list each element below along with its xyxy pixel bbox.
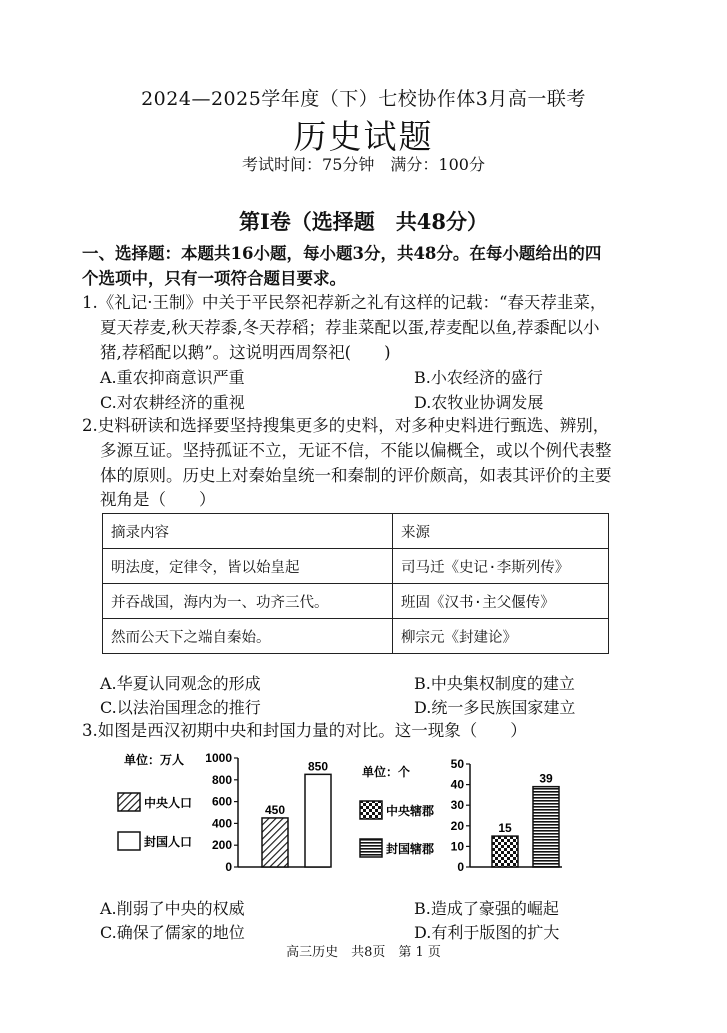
legend-swatch bbox=[118, 832, 140, 850]
y-tick-label: 50 bbox=[450, 757, 464, 771]
q2-stem-line4: 视角是（ ） bbox=[100, 490, 216, 510]
q2-stem-line3: 体的原则。历史上对秦始皇统一和秦制的评价颇高，如表其评价的主要 bbox=[100, 465, 612, 485]
y-tick-label: 200 bbox=[211, 838, 232, 853]
q1-option-a: A.重农抑商意识严重 bbox=[100, 368, 245, 387]
bar bbox=[533, 787, 559, 867]
y-tick-label: 40 bbox=[450, 777, 464, 792]
q3-stem: 3.如图是西汉初期中央和封国力量的对比。这一现象（ ） bbox=[82, 721, 527, 740]
q1-option-c: C.对农耕经济的重视 bbox=[100, 393, 245, 412]
q2-option-a: A.华夏认同观念的形成 bbox=[100, 674, 261, 693]
unit-label: 单位：万人 bbox=[124, 753, 185, 767]
q3-option-d: D.有利于版图的扩大 bbox=[414, 923, 560, 942]
q1-stem-line1: 1.《礼记·王制》中关于平民祭祀荐新之礼有这样的记载：“春天荐韭菜， bbox=[82, 293, 607, 312]
question-2 bbox=[82, 414, 652, 513]
legend-label: 中央人口 bbox=[144, 796, 193, 810]
legend-swatch bbox=[360, 839, 382, 857]
table-cell: 司马迁《史记·李斯列传》 bbox=[393, 549, 609, 584]
y-tick-label: 30 bbox=[450, 798, 464, 813]
q1-option-d: D.农牧业协调发展 bbox=[414, 393, 544, 412]
table-row bbox=[103, 619, 609, 654]
y-tick-label: 600 bbox=[211, 794, 232, 809]
chart-commanderies bbox=[360, 757, 562, 874]
unit-label: 单位：个 bbox=[362, 765, 411, 779]
y-tick-label: 1000 bbox=[205, 751, 232, 765]
instructions bbox=[82, 242, 652, 292]
q2-option-d: D.统一多民族国家建立 bbox=[414, 698, 576, 717]
bar-value-label: 850 bbox=[307, 759, 329, 774]
q3-option-a: A.削弱了中央的权威 bbox=[100, 899, 245, 918]
y-tick-label: 0 bbox=[457, 860, 464, 874]
table-header-cell: 来源 bbox=[393, 514, 609, 549]
table-cell: 柳宗元《封建论》 bbox=[393, 619, 609, 654]
instructions-line1: 一、选择题：本题共16小题，每小题3分，共48分。在每小题给出的四 bbox=[82, 244, 602, 263]
q1-option-b: B.小农经济的盛行 bbox=[414, 368, 543, 387]
table-cell: 班固《汉书·主父偃传》 bbox=[393, 584, 609, 619]
q3-option-b: B.造成了豪强的崛起 bbox=[414, 899, 559, 918]
y-tick-label: 0 bbox=[225, 860, 232, 874]
q1-stem-line2: 夏天荐麦,秋天荐黍,冬天荐稻；荐韭菜配以蛋,荐麦配以鱼,荐黍配以小 bbox=[100, 317, 600, 337]
y-tick-label: 10 bbox=[450, 839, 464, 854]
y-tick-label: 400 bbox=[211, 816, 232, 831]
chart-population bbox=[118, 751, 331, 874]
exam-title: 历史试题 bbox=[293, 117, 434, 156]
q2-option-b: B.中央集权制度的建立 bbox=[414, 674, 575, 693]
q2-option-c: C.以法治国理念的推行 bbox=[100, 698, 261, 717]
bar bbox=[262, 818, 288, 867]
bar bbox=[492, 836, 518, 867]
bar-value-label: 450 bbox=[264, 802, 286, 817]
table-header-row bbox=[103, 514, 609, 549]
bar bbox=[305, 774, 331, 867]
table-header-cell: 摘录内容 bbox=[103, 514, 393, 549]
legend-label: 封国人口 bbox=[144, 835, 193, 849]
legend-swatch bbox=[360, 801, 382, 819]
legend-label: 封国辖郡 bbox=[386, 842, 435, 856]
legend-swatch bbox=[118, 793, 140, 811]
q2-stem-line1: 2.史料研读和选择要坚持搜集更多的史料，对多种史料进行甄选、辨别， bbox=[82, 416, 610, 435]
y-tick-label: 20 bbox=[450, 818, 464, 833]
q3-option-c: C.确保了儒家的地位 bbox=[100, 923, 245, 942]
bar-value-label: 39 bbox=[539, 771, 553, 786]
source-table bbox=[102, 513, 609, 654]
exam-header-line: 2024—2025学年度（下）七校协作体3月高一联考 bbox=[141, 88, 586, 110]
table-cell: 然而公天下之端自秦始。 bbox=[103, 619, 393, 654]
section-heading: 第Ⅰ卷（选择题 共48分） bbox=[238, 209, 489, 234]
bar-value-label: 15 bbox=[498, 821, 512, 836]
table-row bbox=[103, 549, 609, 584]
legend-label: 中央辖郡 bbox=[386, 804, 435, 818]
q1-stem-line3: 猪,荐稻配以鹅”。这说明西周祭祀( ) bbox=[100, 342, 391, 362]
table-cell: 并吞战国，海内为一、功齐三代。 bbox=[103, 584, 393, 619]
table-row bbox=[103, 584, 609, 619]
page-footer: 高三历史 共8页 第 1 页 bbox=[286, 945, 441, 960]
q3-charts bbox=[0, 740, 727, 890]
table-cell: 明法度，定律令，皆以始皇起 bbox=[103, 549, 393, 584]
y-tick-label: 800 bbox=[211, 772, 232, 787]
q2-stem-line2: 多源互证。坚持孤证不立，无证不信，不能以偏概全，或以个例代表整 bbox=[100, 440, 612, 460]
question-1 bbox=[82, 291, 652, 365]
instructions-line2: 个选项中，只有一项符合题目要求。 bbox=[82, 268, 346, 288]
exam-info: 考试时间：75分钟 满分：100分 bbox=[242, 155, 485, 174]
